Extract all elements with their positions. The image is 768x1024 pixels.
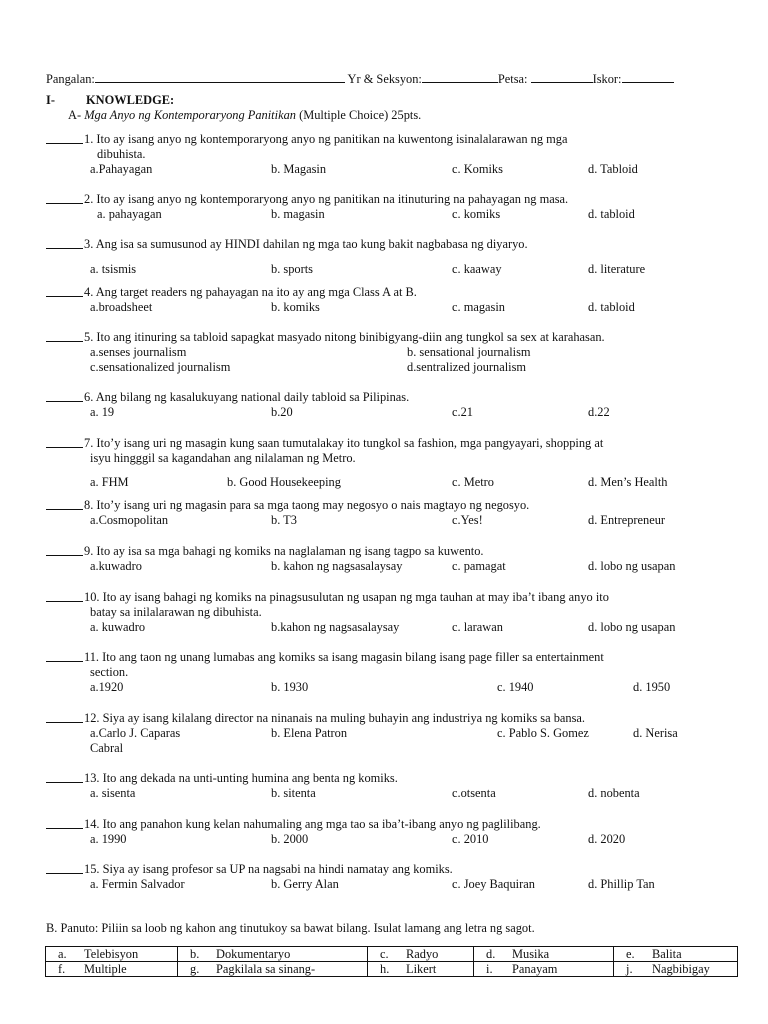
question-8-text: 8. Ito’y isang uri ng magasin para sa mga taong may negosyo o nais magtayo ng negosyo. bbox=[84, 498, 530, 512]
answer-blank-13[interactable] bbox=[46, 770, 83, 783]
year-section-blank[interactable] bbox=[422, 71, 498, 83]
question-7-choice-d[interactable]: d. Men’s Health bbox=[588, 475, 668, 489]
choice-letter: a. bbox=[58, 947, 67, 961]
choice-cell bbox=[474, 962, 614, 977]
answer-blank-8[interactable] bbox=[46, 497, 83, 510]
choice-cell bbox=[474, 947, 614, 962]
choice-cell bbox=[614, 962, 738, 977]
question-14-choice-d[interactable]: d. 2020 bbox=[588, 832, 626, 846]
choice-term: Nagbibigay bbox=[652, 962, 710, 976]
section-title: KNOWLEDGE: bbox=[86, 93, 175, 107]
question-14-choice-c[interactable]: c. 2010 bbox=[452, 832, 489, 846]
question-8-choice-a[interactable]: a.Cosmopolitan bbox=[90, 513, 169, 527]
answer-blank-14[interactable] bbox=[46, 816, 83, 829]
question-3-choice-a[interactable]: a. tsismis bbox=[90, 262, 137, 276]
choice-term: Radyo bbox=[406, 947, 439, 961]
question-8-choice-d[interactable]: d. Entrepreneur bbox=[588, 513, 666, 527]
subsection-letter: A- bbox=[68, 108, 82, 122]
answer-blank-12[interactable] bbox=[46, 710, 83, 723]
choice-letter: f. bbox=[58, 962, 66, 976]
question-1-text-cont: dibuhista. bbox=[97, 147, 146, 161]
choice-letter: g. bbox=[190, 962, 200, 976]
question-8-choice-c[interactable]: c.Yes! bbox=[452, 513, 483, 527]
question-6-choice-b[interactable]: b.20 bbox=[271, 405, 293, 419]
choice-term: Dokumentaryo bbox=[216, 947, 291, 961]
answer-blank-2[interactable] bbox=[46, 191, 83, 204]
answer-blank-6[interactable] bbox=[46, 389, 83, 402]
question-10-text-cont: batay sa inilalarawan ng dibuhista. bbox=[90, 605, 262, 619]
question-3-text: 3. Ang isa sa sumusunod ay HINDI dahilan ng mga tao kung bakit nagbabasa ng diyaryo. bbox=[84, 237, 528, 251]
choice-term: Panayam bbox=[512, 962, 558, 976]
question-12-choice-c[interactable]: c. Pablo S. Gomez bbox=[497, 726, 589, 740]
question-10-text: 10. Ito ay isang bahagi ng komiks na pinagsusulutan ng usapan ng mga tauhan at may iba’t ibang anyo ito bbox=[84, 590, 609, 604]
question-4-text: 4. Ang target readers ng pahayagan na ito ay ang mga Class A at B. bbox=[84, 285, 417, 299]
question-1-text: 1. Ito ay isang anyo ng kontemporaryong anyo ng panitikan na kuwentong isinalalarawan ng mga bbox=[84, 132, 568, 146]
question-10-choice-c[interactable]: c. larawan bbox=[452, 620, 503, 634]
question-14-choice-b[interactable]: b. 2000 bbox=[271, 832, 309, 846]
question-9-text: 9. Ito ay isa sa mga bahagi ng komiks na naglalaman ng isang tagpo sa kuwento. bbox=[84, 544, 484, 558]
choice-letter: h. bbox=[380, 962, 390, 976]
choice-cell bbox=[178, 962, 368, 977]
question-5-choice-c[interactable]: c.sensationalized journalism bbox=[90, 360, 231, 374]
answer-blank-7[interactable] bbox=[46, 435, 83, 448]
question-12-choice-d[interactable]: d. Nerisa bbox=[633, 726, 678, 740]
answer-blank-9[interactable] bbox=[46, 543, 83, 556]
choice-letter: c. bbox=[380, 947, 389, 961]
question-13-text: 13. Ito ang dekada na unti-unting humina ang benta ng komiks. bbox=[84, 771, 398, 785]
question-2-choice-d[interactable]: d. tabloid bbox=[588, 207, 635, 221]
question-4-choice-d[interactable]: d. tabloid bbox=[588, 300, 635, 314]
question-10-choice-a[interactable]: a. kuwadro bbox=[90, 620, 146, 634]
question-9-choice-d[interactable]: d. lobo ng usapan bbox=[588, 559, 676, 573]
question-7-choice-c[interactable]: c. Metro bbox=[452, 475, 494, 489]
choice-letter: j. bbox=[626, 962, 633, 976]
question-11-choice-a[interactable]: a.1920 bbox=[90, 680, 124, 694]
question-13-choice-b[interactable]: b. sitenta bbox=[271, 786, 316, 800]
section-number: I- bbox=[46, 93, 55, 107]
choice-cell bbox=[614, 947, 738, 962]
question-5-text: 5. Ito ang itinuring sa tabloid sapagkat masyado nitong binibigyang-diin ang tungkol sa sex at karahasan. bbox=[84, 330, 605, 344]
answer-blank-11[interactable] bbox=[46, 649, 83, 662]
question-4-choice-a[interactable]: a.broadsheet bbox=[90, 300, 153, 314]
question-15-choice-b[interactable]: b. Gerry Alan bbox=[271, 877, 339, 891]
question-10-choice-d[interactable]: d. lobo ng usapan bbox=[588, 620, 676, 634]
answer-blank-1[interactable] bbox=[46, 131, 83, 144]
question-13-choice-a[interactable]: a. sisenta bbox=[90, 786, 136, 800]
question-11-text-cont: section. bbox=[90, 665, 129, 679]
choices-row bbox=[46, 947, 738, 962]
choice-letter: b. bbox=[190, 947, 200, 961]
answer-blank-3[interactable] bbox=[46, 236, 83, 249]
year-section-label: Yr & Seksyon: bbox=[347, 72, 422, 86]
score-label: Iskor: bbox=[592, 72, 622, 86]
question-5-choice-a[interactable]: a.senses journalism bbox=[90, 345, 187, 359]
answer-blank-15[interactable] bbox=[46, 861, 83, 874]
choice-letter: d. bbox=[486, 947, 496, 961]
question-6-choice-c[interactable]: c.21 bbox=[452, 405, 473, 419]
question-1-choice-a[interactable]: a.Pahayagan bbox=[90, 162, 153, 176]
choice-term: Musika bbox=[512, 947, 550, 961]
partB-instruction: B. Panuto: Piliin sa loob ng kahon ang tinutukoy sa bawat bilang. Isulat lamang ang letra ng sagot. bbox=[46, 921, 535, 935]
question-2-choice-a[interactable]: a. pahayagan bbox=[97, 207, 162, 221]
question-1-choice-c[interactable]: c. Komiks bbox=[452, 162, 503, 176]
question-2-choice-c[interactable]: c. komiks bbox=[452, 207, 501, 221]
question-4-choice-b[interactable]: b. komiks bbox=[271, 300, 320, 314]
question-10-choice-b[interactable]: b.kahon ng nagsasalaysay bbox=[271, 620, 400, 634]
question-15-choice-c[interactable]: c. Joey Baquiran bbox=[452, 877, 535, 891]
choices-row bbox=[46, 962, 738, 977]
question-12-choice-a[interactable]: a.Carlo J. Caparas bbox=[90, 726, 181, 740]
question-6-choice-d[interactable]: d.22 bbox=[588, 405, 610, 419]
question-11-text: 11. Ito ang taon ng unang lumabas ang komiks sa isang magasin bilang isang page filler sa entertainment bbox=[84, 650, 604, 664]
question-14-choice-a[interactable]: a. 1990 bbox=[90, 832, 127, 846]
question-7-choice-b[interactable]: b. Good Housekeeping bbox=[227, 475, 341, 489]
choice-cell bbox=[368, 947, 474, 962]
question-2-text: 2. Ito ay isang anyo ng kontemporaryong anyo ng panitikan na itinuturing na pahayagan ng masa. bbox=[84, 192, 569, 206]
question-1-choice-d[interactable]: d. Tabloid bbox=[588, 162, 638, 176]
question-2-choice-b[interactable]: b. magasin bbox=[271, 207, 325, 221]
choice-letter: i. bbox=[486, 962, 493, 976]
choice-term: Likert bbox=[406, 962, 437, 976]
question-13-choice-c[interactable]: c.otsenta bbox=[452, 786, 496, 800]
question-4-choice-c[interactable]: c. magasin bbox=[452, 300, 505, 314]
answer-blank-5[interactable] bbox=[46, 329, 83, 342]
question-12-choice-b[interactable]: b. Elena Patron bbox=[271, 726, 348, 740]
score-blank[interactable] bbox=[622, 71, 674, 83]
question-11-choice-b[interactable]: b. 1930 bbox=[271, 680, 309, 694]
question-11-choice-d[interactable]: d. 1950 bbox=[633, 680, 671, 694]
question-14-text: 14. Ito ang panahon kung kelan nahumaling ang mga tao sa iba’t-ibang anyo ng paglilibang. bbox=[84, 817, 541, 831]
subsection-heading bbox=[68, 108, 421, 123]
question-11-choice-c[interactable]: c. 1940 bbox=[497, 680, 534, 694]
choice-letter: e. bbox=[626, 947, 635, 961]
question-12-choice-d-cont: Cabral bbox=[90, 741, 124, 755]
subsection-points: (Multiple Choice) 25pts. bbox=[299, 108, 422, 122]
choice-term: Telebisyon bbox=[84, 947, 139, 961]
question-7-choice-a[interactable]: a. FHM bbox=[90, 475, 129, 489]
question-5-choice-b[interactable]: b. sensational journalism bbox=[407, 345, 531, 359]
name-label: Pangalan: bbox=[46, 72, 95, 86]
question-6-choice-a[interactable]: a. 19 bbox=[90, 405, 115, 419]
question-15-choice-d[interactable]: d. Phillip Tan bbox=[588, 877, 655, 891]
choice-term: Balita bbox=[652, 947, 682, 961]
question-3-choice-d[interactable]: d. literature bbox=[588, 262, 646, 276]
question-9-choice-b[interactable]: b. kahon ng nagsasalaysay bbox=[271, 559, 403, 573]
choice-term: Multiple bbox=[84, 962, 127, 976]
question-6-text: 6. Ang bilang ng kasalukuyang national daily tabloid sa Pilipinas. bbox=[84, 390, 410, 404]
question-13-choice-d[interactable]: d. nobenta bbox=[588, 786, 640, 800]
choice-cell bbox=[46, 947, 178, 962]
question-15-text: 15. Siya ay isang profesor sa UP na nagsabi na hindi namatay ang komiks. bbox=[84, 862, 453, 876]
question-9-choice-a[interactable]: a.kuwadro bbox=[90, 559, 142, 573]
question-8-choice-b[interactable]: b. T3 bbox=[271, 513, 297, 527]
question-1-choice-b[interactable]: b. Magasin bbox=[271, 162, 327, 176]
name-line bbox=[46, 71, 674, 87]
date-blank[interactable] bbox=[531, 71, 593, 83]
question-9-choice-c[interactable]: c. pamagat bbox=[452, 559, 506, 573]
answer-blank-4[interactable] bbox=[46, 284, 83, 297]
name-blank[interactable] bbox=[95, 71, 345, 83]
question-7-text: 7. Ito’y isang uri ng masagin kung saan tumutalakay ito tungkol sa fashion, mga pangyayari, shopping at bbox=[84, 436, 604, 450]
subsection-title: Mga Anyo ng Kontemporaryong Panitikan bbox=[84, 108, 296, 122]
question-3-choice-c[interactable]: c. kaaway bbox=[452, 262, 502, 276]
question-5-choice-d[interactable]: d.sentralized journalism bbox=[407, 360, 527, 374]
choice-cell bbox=[46, 962, 178, 977]
choice-cell bbox=[368, 962, 474, 977]
question-3-choice-b[interactable]: b. sports bbox=[271, 262, 313, 276]
choices-box bbox=[45, 946, 738, 977]
choice-cell bbox=[178, 947, 368, 962]
question-12-text: 12. Siya ay isang kilalang director na ninanais na muling buhayin ang industriya ng komiks sa bansa. bbox=[84, 711, 586, 725]
question-7-text-cont: isyu hingggil sa kagandahan ang nilalaman ng Metro. bbox=[90, 451, 356, 465]
question-15-choice-a[interactable]: a. Fermin Salvador bbox=[90, 877, 185, 891]
choice-term: Pagkilala sa sinang- bbox=[216, 962, 316, 976]
date-label: Petsa: bbox=[497, 72, 528, 86]
answer-blank-10[interactable] bbox=[46, 589, 83, 602]
